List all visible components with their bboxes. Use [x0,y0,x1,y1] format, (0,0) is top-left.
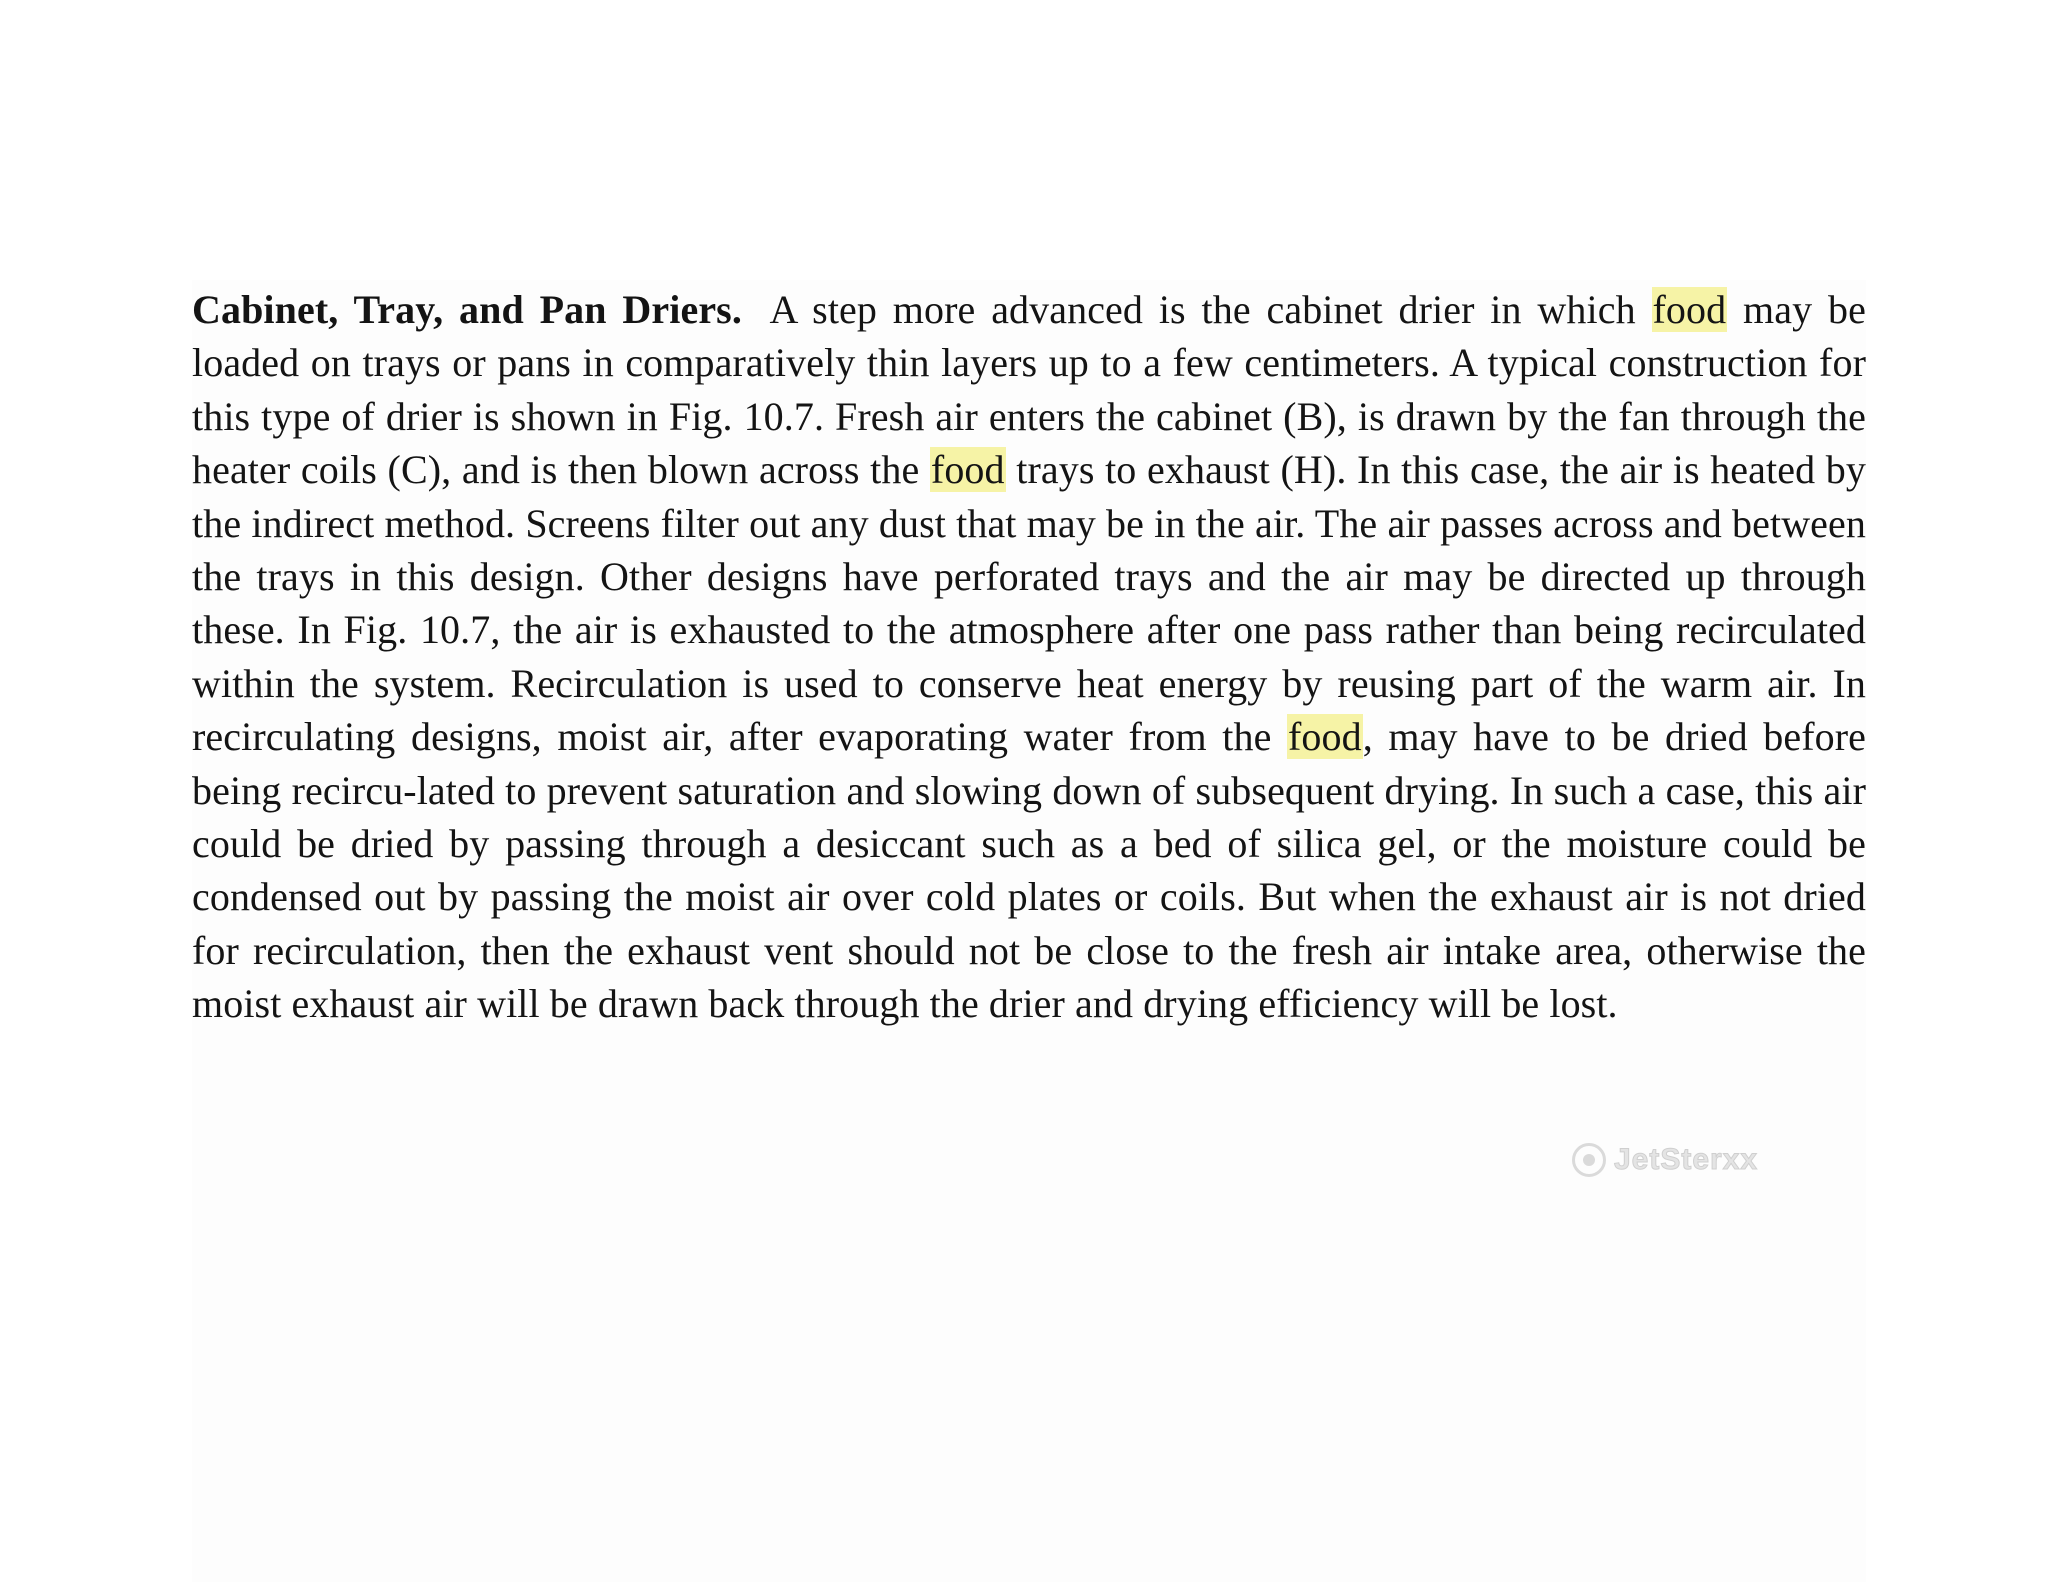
document-paragraph [192,283,1866,1031]
body-text-segment: A step more advanced is the cabinet drier in which [755,287,1652,332]
highlighted-word: food [1288,714,1362,760]
section-heading: Cabinet, Tray, and Pan Driers. [192,287,742,332]
body-text-segment: may be loaded on trays or pans in comparatively thin layers up to a few centimeters. A typical construction for this type of drier is shown in Fig. 10.7. Fresh air enters the cabinet (B), is drawn by the fan through the heater coils (C), and is then blown across the [192,287,1866,493]
highlighted-word: food [930,447,1005,493]
body-text-segment: trays to exhaust (H). In this case, the air is heated by the indirect method. Screens filter out any dust that may be in the air. The air passes across and between the trays in this design. Other designs have perforated trays and the air may be directed up through these. In Fig. 10.7, the air is exhausted to the atmosphere after one pass rather than being recirculated within the system. Recirculation is used to conserve heat energy by reusing part of the warm air. In recirculating designs, moist air, after evaporating water from the [192,447,1866,760]
highlighted-word: food [1652,287,1727,332]
watermark-text: JetSterxx [1614,1143,1759,1176]
watermark [1572,1138,1872,1182]
weibo-logo-icon [1572,1143,1606,1177]
body-text-segment: , may have to be dried before being recircu-lated to prevent saturation and slowing down of subsequent drying. In such a case, this air could be dried by passing through a desiccant such as a bed of silica gel, or the moisture could be condensed out by passing the moist air over cold plates or coils. But when the exhaust air is not dried for recirculation, then the exhaust vent should not be close to the fresh air intake area, otherwise the moist exhaust air will be drawn back through the drier and drying efficiency will be lost. [192,714,1866,1027]
